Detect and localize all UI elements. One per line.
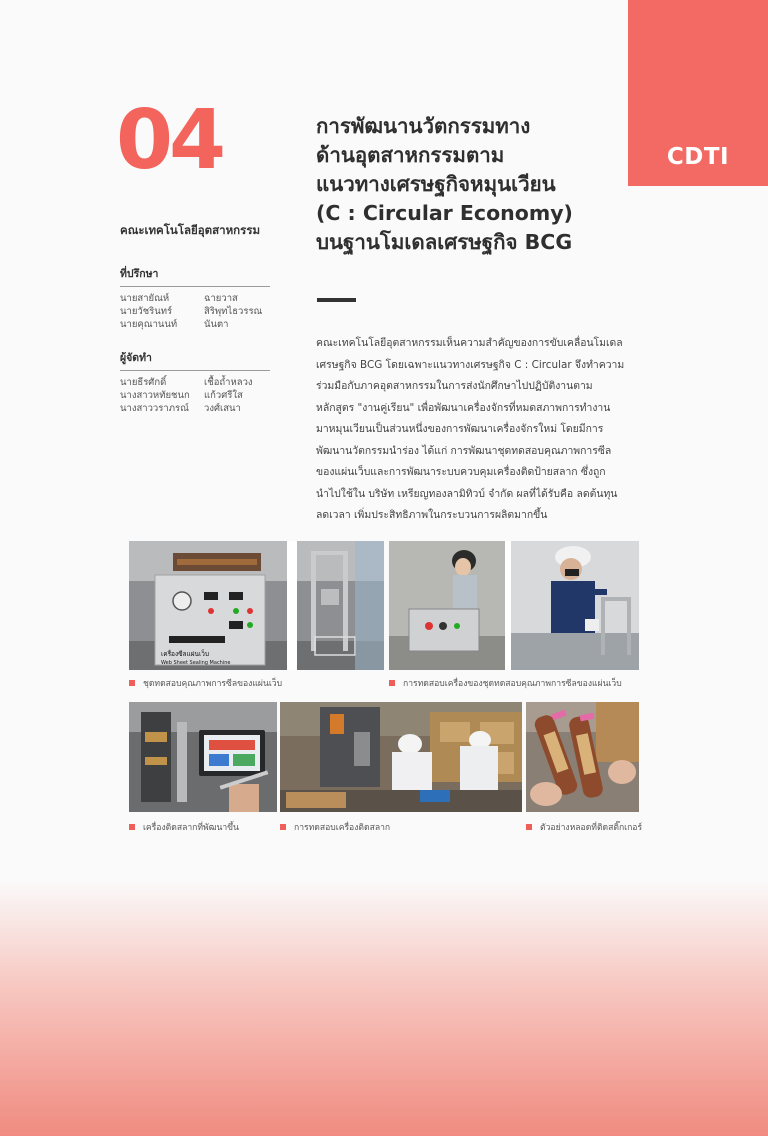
photo-labeled-tubes (526, 702, 639, 812)
organizer-last-name: เชื้อถ้ำหลวง (204, 377, 253, 388)
article-number: 04 (116, 93, 223, 188)
title-line: บนฐานโมเดลเศรษฐกิจ BCG (316, 230, 573, 254)
title-divider (317, 298, 356, 302)
body-line: ของแผ่นเว็บและการพัฒนาระบบควบคุมเครื่องติดป้ายสลาก ซึ่งถูก (316, 466, 606, 478)
organizer-last-name: วงศ์เสนา (204, 403, 241, 414)
body-line: เศรษฐกิจ BCG โดยเฉพาะแนวทางเศรษฐกิจ C : Circular จึงทำความ (316, 358, 625, 371)
article-title (316, 112, 646, 257)
caption-sealing-testing (389, 676, 622, 690)
machine-label-thai: เครื่องซีลแผ่นเว็บ (161, 650, 209, 658)
body-line: ร่วมมือกับภาคอุตสาหกรรมในการส่งนักศึกษาไปปฏิบัติงานตาม (316, 380, 593, 392)
caption-marker (280, 824, 286, 830)
organizer-last-name: แก้วศรีใส (204, 390, 243, 401)
title-line: (C : Circular Economy) (316, 201, 573, 225)
caption-text: เครื่องติดสลากที่พัฒนาขึ้น (143, 823, 239, 833)
advisor-row (120, 305, 270, 318)
organizer-first-name: นายธีรศักดิ์ (120, 377, 167, 388)
body-line: พัฒนานวัตกรรมนำร่อง ได้แก่ การพัฒนาชุดทดสอบคุณภาพการซีล (316, 444, 612, 457)
photo-labeling-testing (280, 702, 522, 812)
advisors-heading: ที่ปรึกษา (120, 265, 270, 287)
caption-text: ชุดทดสอบคุณภาพการซีลของแผ่นเว็บ (143, 679, 283, 689)
advisor-last-name: ฉายวาส (204, 293, 238, 304)
organizers-section (120, 349, 270, 415)
photo-sealing-test-set (129, 541, 384, 670)
article-body (316, 333, 656, 527)
advisor-first-name: นายสายัณห์ (120, 293, 170, 304)
caption-marker (526, 824, 532, 830)
caption-marker (389, 680, 395, 686)
title-line: ด้านอุตสาหกรรมตาม (316, 143, 505, 167)
organizer-first-name: นางสาววราภรณ์ (120, 403, 189, 414)
organizer-first-name: นางสาวหทัยชนก (120, 390, 190, 401)
advisor-row (120, 318, 270, 331)
caption-labeling-testing (280, 820, 390, 834)
body-line: คณะเทคโนโลยีอุตสาหกรรมเห็นความสำคัญของการขับเคลื่อนโมเดล (316, 337, 623, 349)
body-line: ลดเวลา เพิ่มประสิทธิภาพในกระบวนการผลิตมากขึ้น (316, 509, 548, 521)
caption-text: ตัวอย่างหลอดที่ติดสติ๊กเกอร์ (540, 823, 643, 833)
caption-marker (129, 680, 135, 686)
organizer-row (120, 402, 270, 415)
advisor-row (120, 292, 270, 305)
advisor-last-name: สิริพุทไธวรรณ (204, 306, 263, 317)
advisor-first-name: นายคุณานนท์ (120, 319, 178, 330)
organizers-heading: ผู้จัดทำ (120, 349, 270, 371)
caption-sealing-test-set (129, 676, 282, 690)
department-name: คณะเทคโนโลยีอุตสาหกรรม (120, 223, 261, 237)
body-line: มาหมุนเวียนเป็นส่วนหนึ่งของการพัฒนาเครื่องจักรใหม่ โดยมีการ (316, 423, 604, 435)
caption-text: การทดสอบเครื่องของชุดทดสอบคุณภาพการซีลของแผ่นเว็บ (403, 679, 622, 689)
caption-labeled-tubes (526, 820, 642, 834)
photo-sealing-testing (389, 541, 639, 670)
photo-labeling-machine (129, 702, 277, 812)
caption-marker (129, 824, 135, 830)
body-line: นำไปใช้ใน บริษัท เหรียญทองลามิทิวบ์ จำกัด ผลที่ได้รับคือ ลดต้นทุน (316, 487, 618, 500)
organizer-row (120, 389, 270, 402)
organizer-row (120, 376, 270, 389)
brand-tab: CDTI (628, 0, 768, 186)
title-line: การพัฒนานวัตกรรมทาง (316, 114, 531, 138)
advisors-section (120, 265, 270, 331)
body-line: หลักสูตร "งานคู่เรียน" เพื่อพัฒนาเครื่องจักรที่หมดสภาพการทำงาน (316, 401, 611, 414)
advisor-first-name: นายวัชรินทร์ (120, 306, 173, 317)
caption-labeling-machine (129, 820, 239, 834)
machine-label-english: Web Sheet Sealing Machine (161, 660, 231, 666)
title-line: แนวทางเศรษฐกิจหมุนเวียน (316, 172, 556, 196)
caption-text: การทดสอบเครื่องติดสลาก (294, 823, 391, 833)
advisor-last-name: นันตา (204, 319, 229, 330)
